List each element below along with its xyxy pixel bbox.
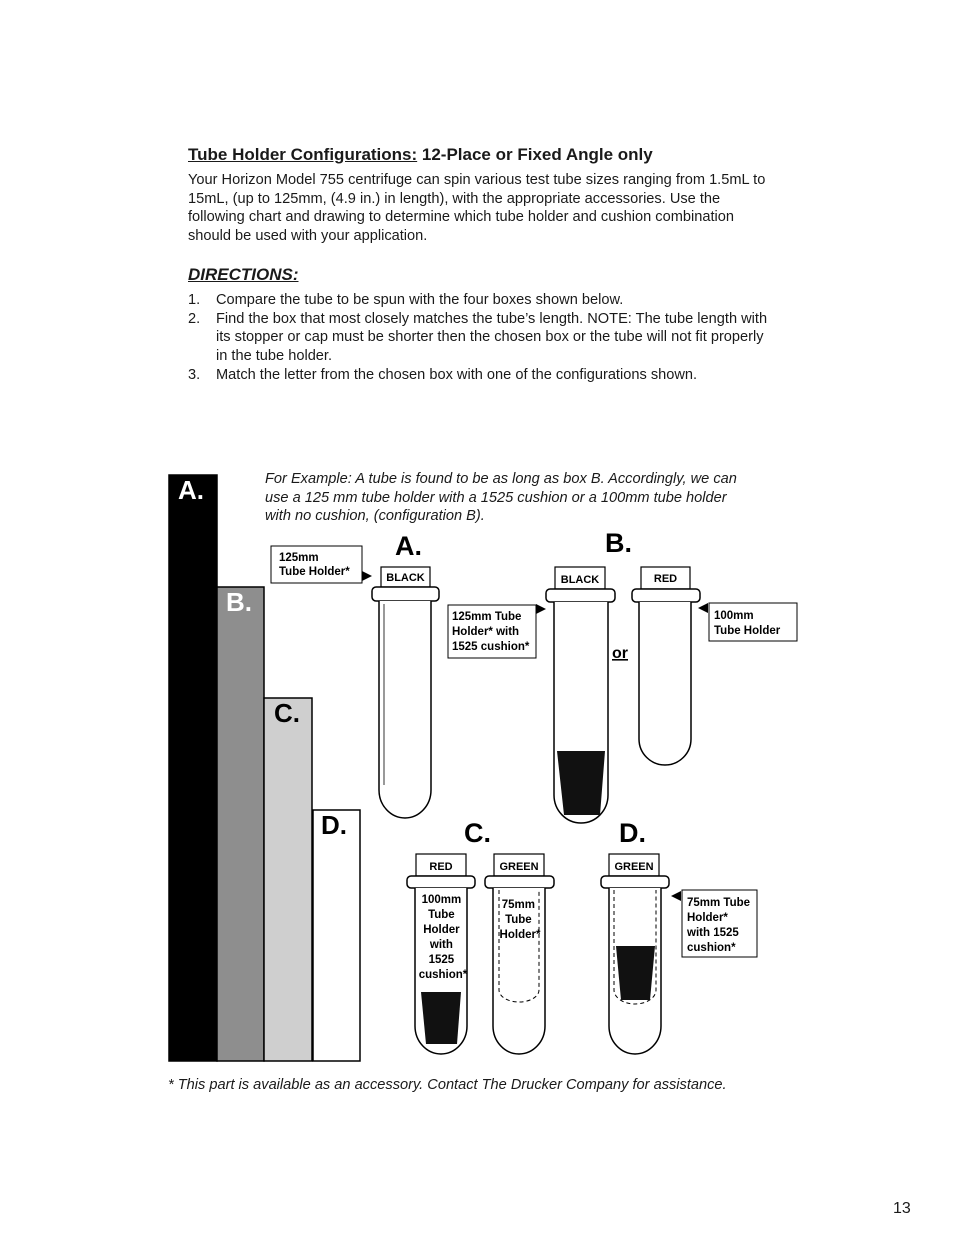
box-b-label: B. <box>226 587 252 617</box>
box-b <box>217 587 264 1061</box>
svg-text:100mm Tube Holder: 100mm Tube Holder <box>714 610 781 637</box>
direction-step: 2. Find the box that most closely matches the tube’s length. NOTE: The tube length with its stopper or cap must be shorter then the chosen box or the tube will not fit properly in the tube holder. <box>188 310 768 365</box>
cushion-1525 <box>557 751 605 815</box>
config-c-letter: C. <box>464 818 491 848</box>
direction-step: 3. Match the letter from the chosen box with one of the configurations shown. <box>188 366 698 383</box>
heading-underlined: Tube Holder Configurations: <box>188 145 418 164</box>
svg-text:BLACK: BLACK <box>386 572 425 584</box>
config-b <box>448 528 797 823</box>
tube-holder-100mm <box>493 888 545 1054</box>
example-paragraph: For Example: A tube is found to be as long as box B. Accordingly, we can use a 125 mm tube holder with a 1525 cushion or a 100mm tube holder with no cushion, (configuration B). <box>265 471 737 524</box>
config-a-letter: A. <box>395 531 422 561</box>
config-d-letter: D. <box>619 818 646 848</box>
footnote: * This part is available as an accessory. Contact The Drucker Company for assistance. <box>168 1077 727 1093</box>
svg-text:75mm Tube Holder*: 75mm Tube Holder* with 1525 cushion* <box>687 897 751 954</box>
box-c-label: C. <box>274 698 300 728</box>
box-a-label: A. <box>178 475 204 505</box>
box-a <box>169 475 217 1061</box>
or-label: or <box>612 645 628 662</box>
svg-text:75mm Tube Holder*: 75mm Tube Holder* <box>499 899 541 941</box>
page-number: 13 <box>893 1200 911 1217</box>
box-d-label: D. <box>321 810 347 840</box>
config-d <box>601 818 757 1054</box>
arrow-icon <box>362 571 372 581</box>
svg-text:BLACK: BLACK <box>560 574 600 586</box>
svg-text:RED: RED <box>429 861 453 873</box>
svg-text:100mm Tube Holder: 100mm Tube Holder with 1525 cushion* <box>418 894 468 981</box>
config-c <box>407 818 554 1054</box>
tube-rim <box>372 587 439 601</box>
direction-step: 1. Compare the tube to be spun with the four boxes shown below. <box>188 292 624 308</box>
box-d <box>313 810 360 1061</box>
svg-text:GREEN: GREEN <box>499 861 539 873</box>
cushion-1525 <box>421 992 461 1044</box>
heading-rest: 12-Place or Fixed Angle only <box>417 145 653 164</box>
directions-title: DIRECTIONS: <box>188 265 299 284</box>
cushion-1525 <box>616 946 655 1000</box>
svg-text:RED: RED <box>653 573 678 585</box>
svg-text:GREEN: GREEN <box>614 861 654 873</box>
tube-holder-125mm <box>379 601 431 818</box>
svg-text:125mm Tube Holder* with: 125mm Tube Holder* with 1525 cushion* <box>452 611 530 653</box>
box-c <box>264 698 312 1061</box>
tube-holder-100mm <box>639 602 691 765</box>
intro-paragraph: Your Horizon Model 755 centrifuge can spin various test tube sizes ranging from 1.5mL to 15mL, (up to 125mm, (4.9 in.) in length), with the appropriate accessories. Use the following chart and drawing to determine which tube holder and cushion combination should be used with your application. <box>188 172 766 245</box>
config-b-letter: B. <box>605 528 632 558</box>
svg-text:125mm Tube Holder*: 125mm Tube Holder* <box>279 552 350 578</box>
arrow-icon <box>698 603 708 613</box>
arrow-icon <box>671 891 681 901</box>
arrow-icon <box>536 604 546 614</box>
